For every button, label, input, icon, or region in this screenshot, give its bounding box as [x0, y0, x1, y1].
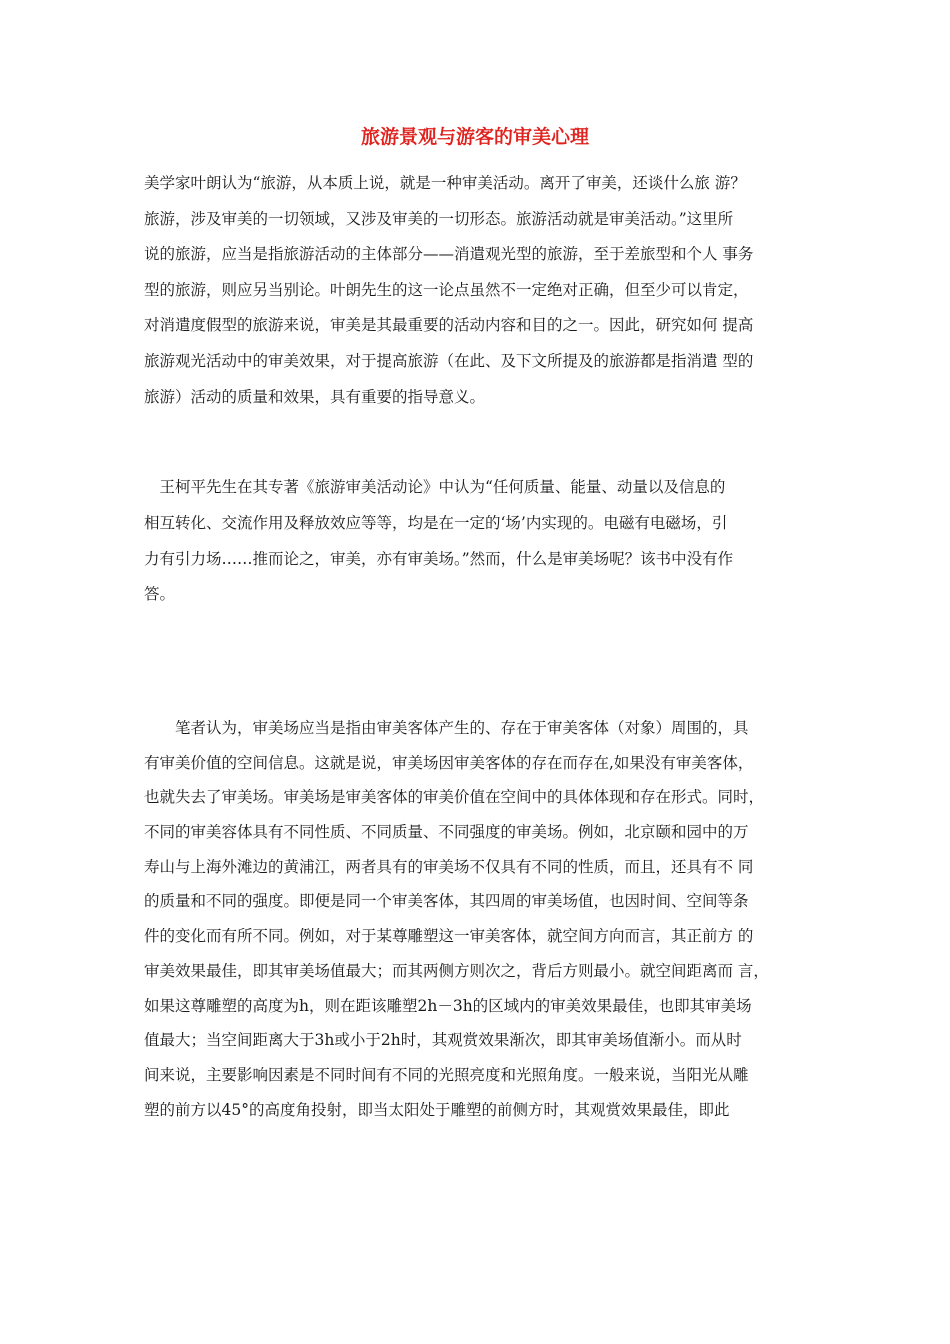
text-line: 笔者认为，审美场应当是指由审美客体产生的、存在于审美客体（对象）周围的，具	[144, 719, 749, 737]
text-line: 说的旅游，应当是指旅游活动的主体部分——消遣观光型的旅游，至于差旅型和个人 事务	[144, 245, 754, 264]
text-line: 王柯平先生在其专著《旅游审美活动论》中认为“任何质量、能量、动量以及信息的	[144, 478, 726, 496]
paragraph-wang-keping	[144, 470, 824, 613]
text-line: 有审美价值的空间信息。这就是说，审美场因审美客体的存在而存在,如果没有审美客体，	[144, 753, 754, 772]
text-line: 的质量和不同的强度。即便是同一个审美客体，其四周的审美场值，也因时间、空间等条	[144, 892, 749, 911]
text-line: 旅游观光活动中的审美效果，对于提高旅游（在此、及下文所提及的旅游都是指消遣 型的	[144, 351, 754, 370]
text-line: 旅游）活动的质量和效果，具有重要的指导意义。	[144, 387, 486, 406]
paragraph-intro	[144, 166, 824, 415]
paragraph-author-view	[144, 711, 824, 1127]
text-line: 相互转化、交流作用及释放效应等等，均是在一定的‘场’内实现的。电磁有电磁场，引	[144, 513, 728, 532]
text-line: 间来说，主要影响因素是不同时间有不同的光照亮度和光照角度。一般来说，当阳光从雕	[144, 1065, 749, 1084]
text-line: 如果这尊雕塑的高度为h，则在距该雕塑2h－3h的区域内的审美效果最佳，也即其审美场	[144, 996, 752, 1015]
text-line: 答。	[144, 585, 176, 604]
text-line: 寿山与上海外滩边的黄浦江，两者具有的审美场不仅具有不同的性质，而且，还具有不 同	[144, 857, 754, 876]
text-line: 旅游，涉及审美的一切领域，又涉及审美的一切形态。旅游活动就是审美活动。”这里所	[144, 209, 734, 228]
document-title: 旅游景观与游客的审美心理	[360, 126, 589, 148]
text-line: 型的旅游，则应另当别论。叶朗先生的这一论点虽然不一定绝对正确，但至少可以肯定，	[144, 280, 749, 299]
text-line: 不同的审美容体具有不同性质、不同质量、不同强度的审美场。例如，北京颐和园中的万	[144, 823, 749, 842]
text-line: 对消遣度假型的旅游来说，审美是其最重要的活动内容和目的之一。因此，研究如何 提高	[144, 316, 754, 335]
text-line: 塑的前方以45°的高度角投射，即当太阳处于雕塑的前侧方时，其观赏效果最佳，即此	[144, 1100, 730, 1119]
text-line: 力有引力场……推而论之，审美，亦有审美场。”然而，什么是审美场呢？该书中没有作	[144, 549, 734, 568]
text-line: 审美效果最佳，即其审美场值最大；而其两侧方则次之，背后方则最小。就空间距离而 言，	[144, 961, 769, 980]
text-line: 也就失去了审美场。审美场是审美客体的审美价值在空间中的具体体现和存在形式。同时，	[144, 788, 765, 807]
text-line: 件的变化而有所不同。例如，对于某尊雕塑这一审美客体，就空间方向而言，其正前方 的	[144, 927, 754, 946]
text-line: 美学家叶朗认为“旅游，从本质上说，就是一种审美活动。离开了审美，还谈什么旅 游？	[144, 174, 746, 192]
text-line: 值最大；当空间距离大于3h或小于2h时，其观赏效果渐次，即其审美场值渐小。而从时	[144, 1031, 742, 1050]
